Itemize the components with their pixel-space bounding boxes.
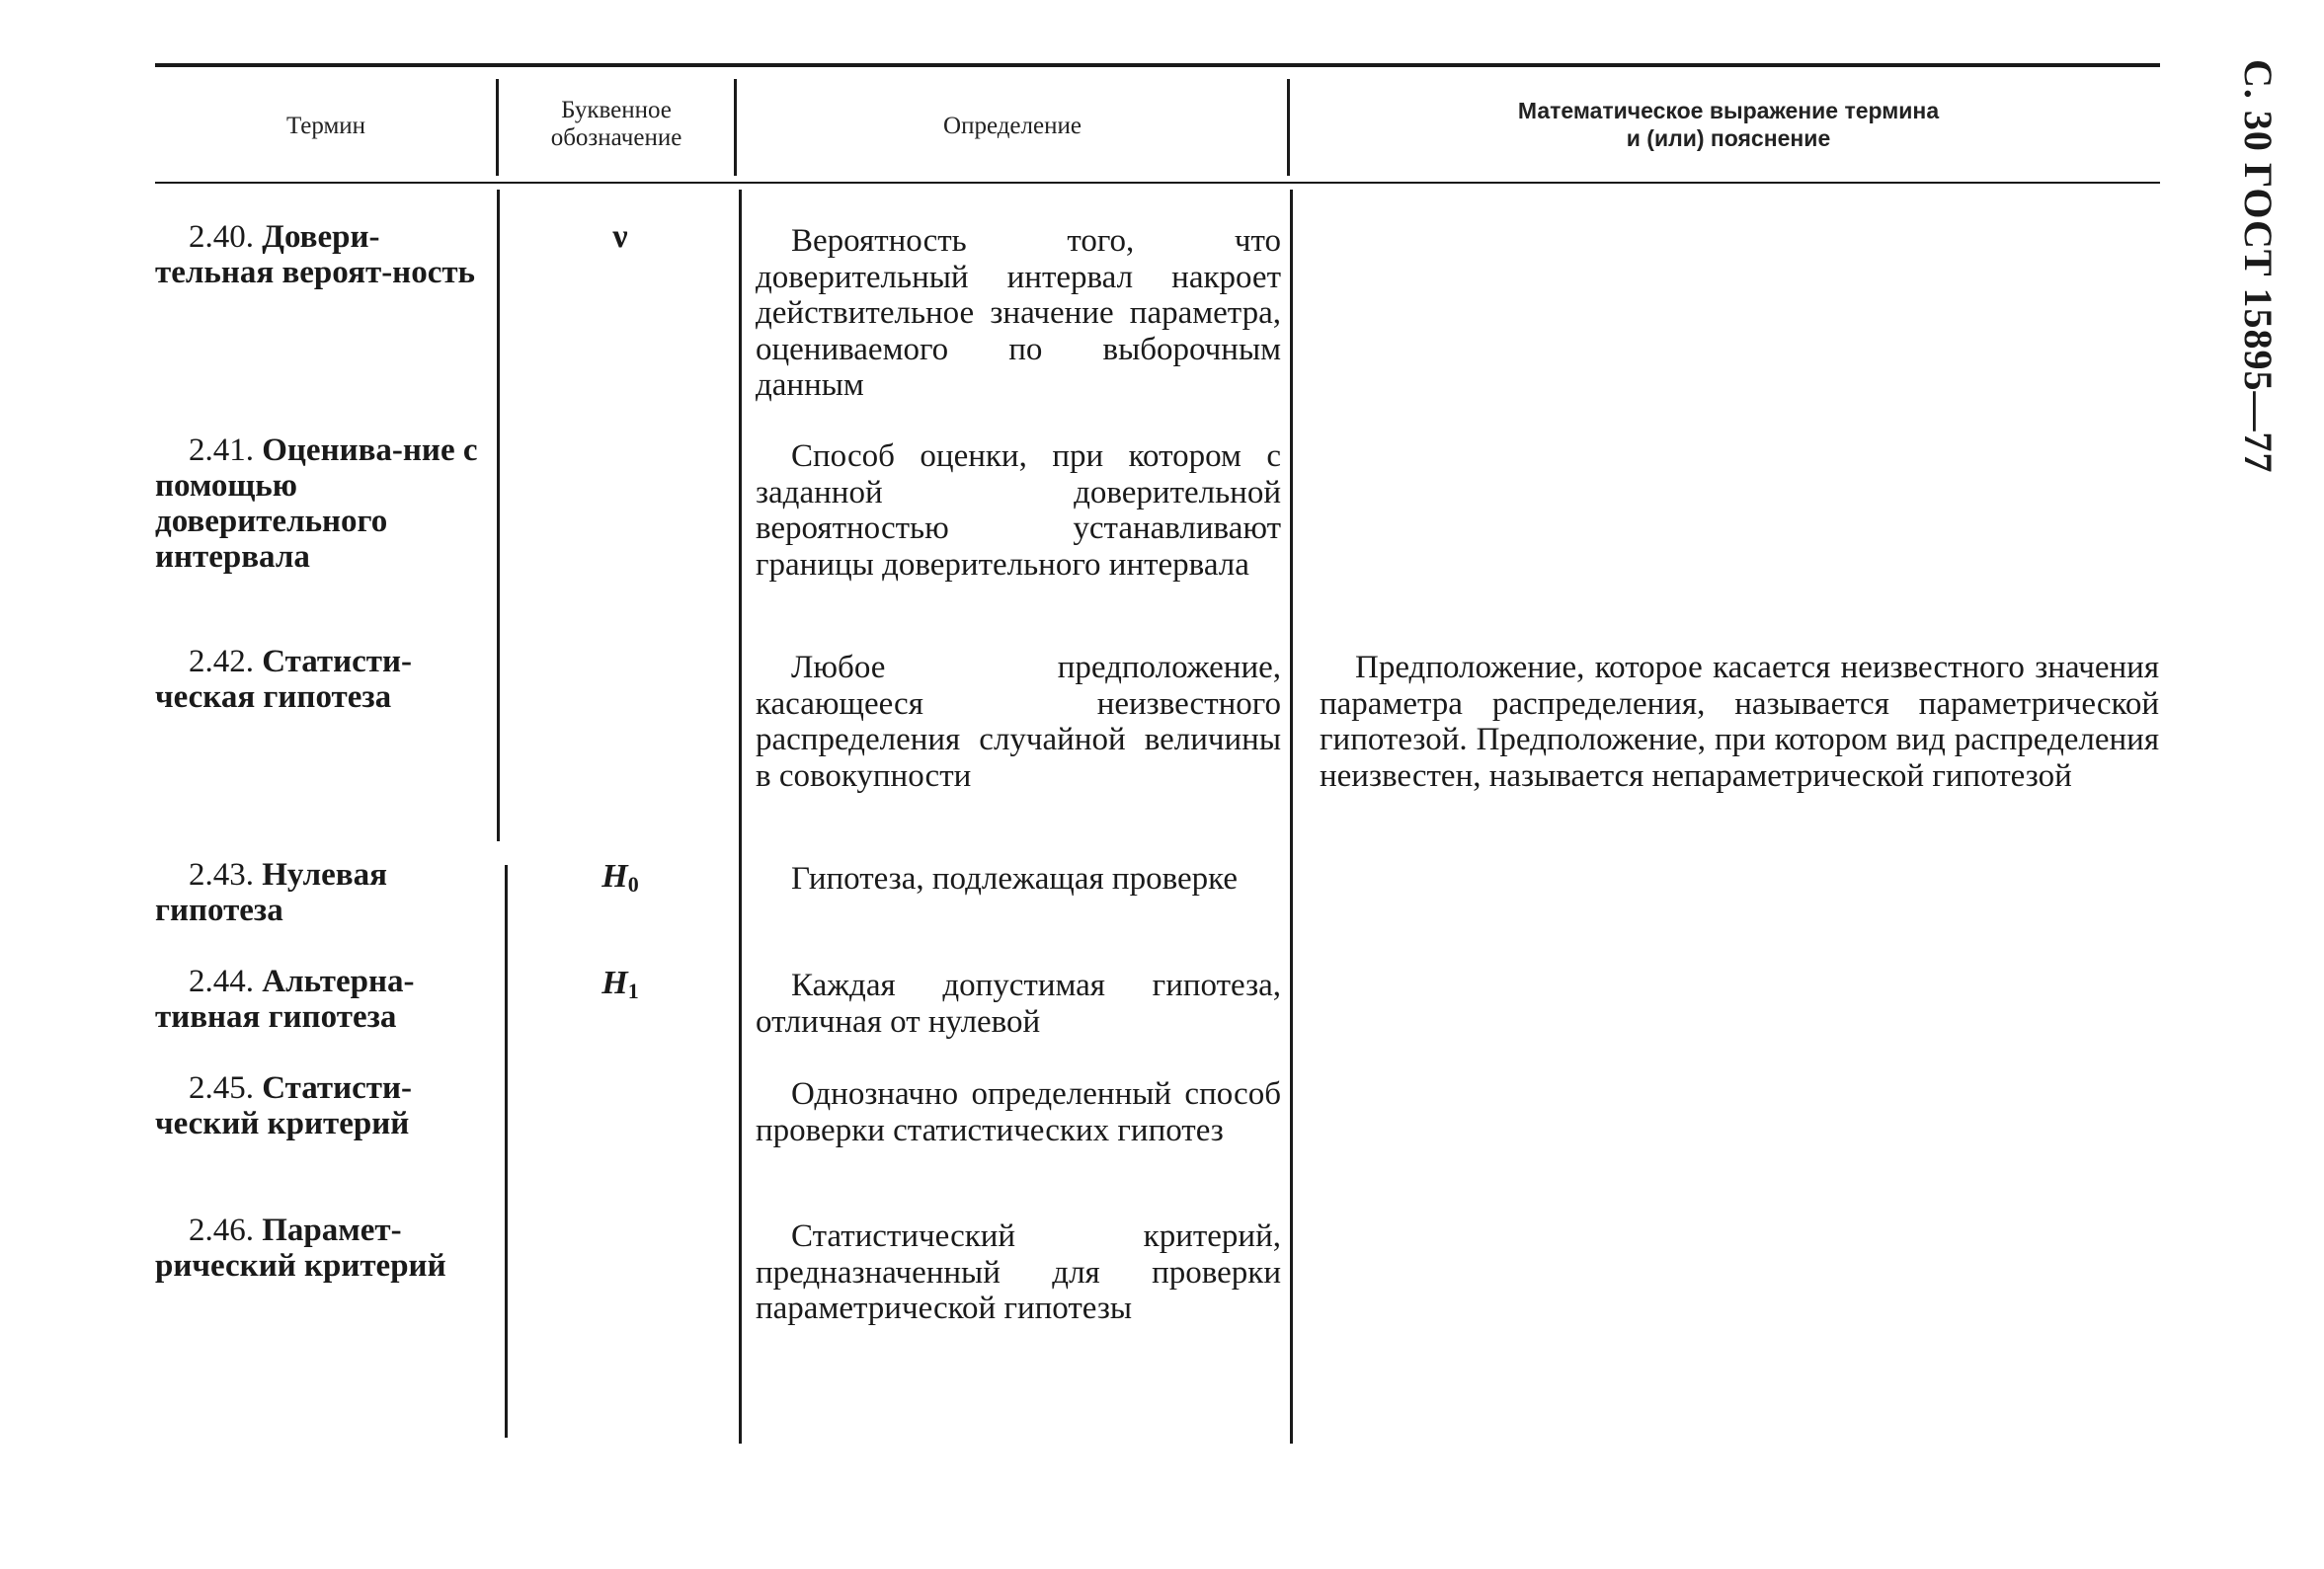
term-number: 2.44. — [189, 964, 254, 999]
term-text: Оценива-ние с помощью доверительного интервала — [155, 432, 478, 575]
definition-2-43: Гипотеза, подлежащая проверке — [791, 861, 1238, 897]
body-separator-1a — [497, 190, 500, 841]
definition-2-41: Способ оценки, при котором с заданной доверительной вероятностью устанавливают границы доверительного интервала — [756, 438, 1281, 583]
term-2-46 — [155, 1213, 496, 1284]
header-symbol-line2: обозначение — [550, 124, 682, 151]
header-note-line1: Математическое выражение термина — [1517, 98, 1940, 123]
term-text: Нулевая гипотеза — [155, 857, 387, 928]
header-note-line2: и (или) пояснение — [1626, 125, 1831, 151]
term-number: 2.46. — [189, 1213, 254, 1248]
term-2-42 — [155, 644, 496, 715]
header-definition: Определение — [943, 113, 1082, 139]
header-term: Термин — [285, 113, 366, 139]
symbol-subscript: 1 — [627, 979, 639, 1003]
header-separator-3 — [1287, 79, 1290, 176]
term-text: Довери-тельная вероят-ность — [155, 219, 476, 290]
body-separator-3 — [1290, 190, 1293, 1444]
definition-2-40: Вероятность того, что доверительный интервал накроет действительное значение параметра, оцениваемого по выборочным данным — [756, 223, 1281, 403]
definition-2-46: Статистический критерий, предназначенный для проверки параметрической гипотезы — [756, 1218, 1281, 1326]
header-separator-2 — [734, 79, 737, 176]
table-header-rule — [155, 182, 2160, 184]
term-2-45 — [155, 1070, 496, 1141]
header-note — [1294, 97, 2163, 152]
symbol-letter: H — [601, 965, 628, 1001]
term-number: 2.40. — [189, 219, 254, 255]
term-text: Парамет-рический критерий — [155, 1213, 446, 1284]
symbol-2-43 — [502, 859, 739, 902]
term-number: 2.45. — [189, 1070, 254, 1106]
term-2-41 — [155, 432, 496, 575]
table-top-rule — [155, 63, 2160, 67]
symbol-2-44 — [502, 966, 739, 1009]
term-number: 2.41. — [189, 432, 254, 468]
symbol-letter: H — [601, 858, 628, 895]
note-2-42: Предположение, которое касается неизвестного значения параметра распределения, называется параметрической гипотезой. Предположение, при котором вид распределения неизвестен, называется непараметрической гипотезой — [1320, 650, 2159, 794]
term-2-40 — [155, 219, 496, 290]
body-separator-1b — [505, 865, 508, 1438]
term-number: 2.43. — [189, 857, 254, 893]
term-text: Статисти-ческая гипотеза — [155, 644, 412, 715]
page-side-label: С. 30 ГОСТ 15895—77 — [2236, 59, 2281, 474]
definition-2-44: Каждая допустимая гипотеза, отличная от нулевой — [756, 968, 1281, 1040]
term-text: Альтерна-тивная гипотеза — [155, 964, 415, 1035]
header-symbol-line1: Буквенное — [561, 97, 672, 123]
symbol-subscript: 0 — [627, 872, 639, 897]
symbol-2-40 — [502, 219, 739, 255]
term-2-44 — [155, 964, 496, 1035]
term-text: Статисти-ческий критерий — [155, 1070, 412, 1141]
term-2-43 — [155, 857, 496, 928]
term-number: 2.42. — [189, 644, 254, 679]
definition-2-45: Однозначно определенный способ проверки статистических гипотез — [756, 1076, 1281, 1148]
definition-2-42: Любое предположение, касающееся неизвестного распределения случайной величины в совокупности — [756, 650, 1281, 794]
symbol-letter: ν — [612, 218, 628, 255]
header-separator-1 — [496, 79, 499, 176]
header-symbol — [500, 97, 733, 152]
body-separator-2 — [739, 190, 742, 1444]
